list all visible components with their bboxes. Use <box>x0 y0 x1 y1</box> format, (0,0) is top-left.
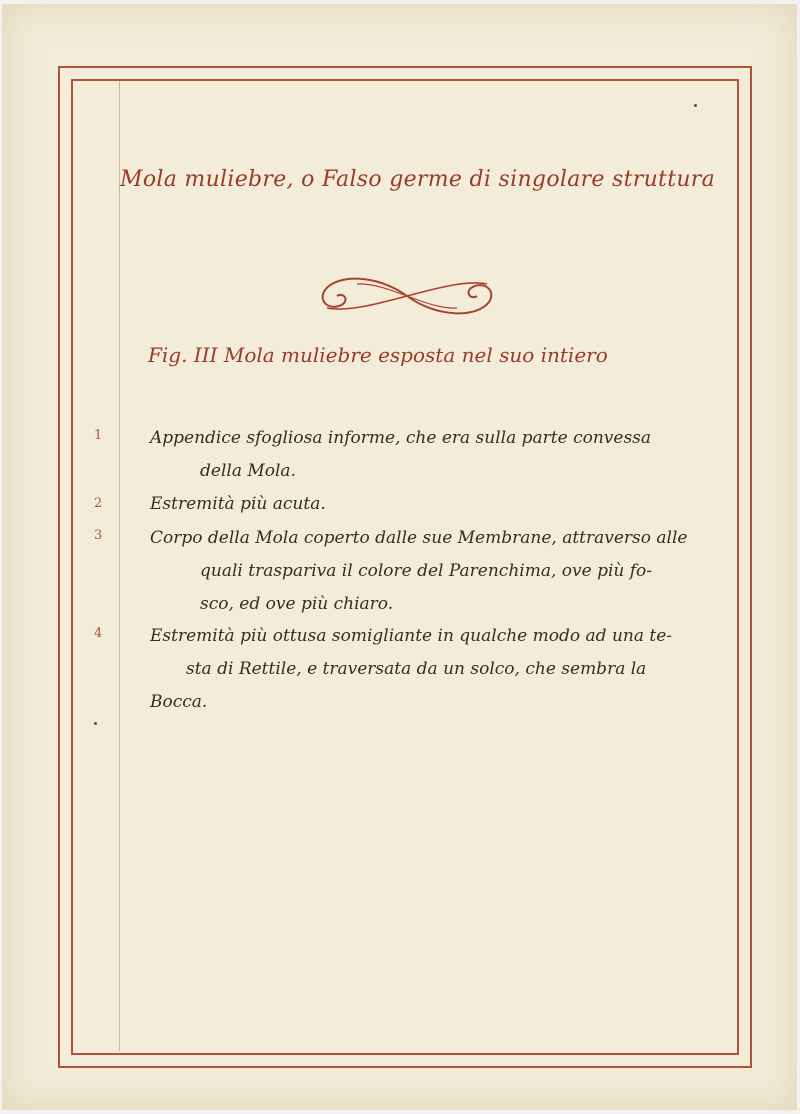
figure-caption: Fig. III Mola muliebre esposta nel suo intiero <box>148 343 608 367</box>
item-number: 3 <box>94 528 103 543</box>
list-item <box>150 422 720 488</box>
item-number: 1 <box>94 428 103 443</box>
list-item <box>150 620 720 719</box>
item-text-line: sta di Rettile, e traversata da un solco, che sembra la <box>186 659 647 679</box>
margin-dot <box>94 722 97 725</box>
item-text-line: Estremità più acuta. <box>150 494 326 514</box>
list-item <box>150 488 720 521</box>
item-number: 4 <box>94 626 103 641</box>
item-text-line: sco, ed ove più chiaro. <box>200 594 394 614</box>
margin-dot <box>694 104 697 107</box>
item-text-line: della Mola. <box>200 461 296 481</box>
flourish-ornament <box>297 272 517 320</box>
item-text-line: Bocca. <box>150 692 208 712</box>
item-text-line: quali traspariva il colore del Parenchima, ove più fo- <box>200 561 653 581</box>
item-text-line: Appendice sfogliosa informe, che era sulla parte convessa <box>150 428 652 448</box>
item-text-line: Estremità più ottusa somigliante in qualche modo ad una te- <box>150 626 673 646</box>
list-item <box>150 522 720 621</box>
page-title: Mola muliebre, o Falso germe di singolare struttura <box>120 167 716 192</box>
item-number: 2 <box>94 496 103 511</box>
manuscript-page <box>2 4 797 1110</box>
item-text-line: Corpo della Mola coperto dalle sue Membrane, attraverso alle <box>150 528 688 548</box>
margin-rule <box>119 81 120 1051</box>
